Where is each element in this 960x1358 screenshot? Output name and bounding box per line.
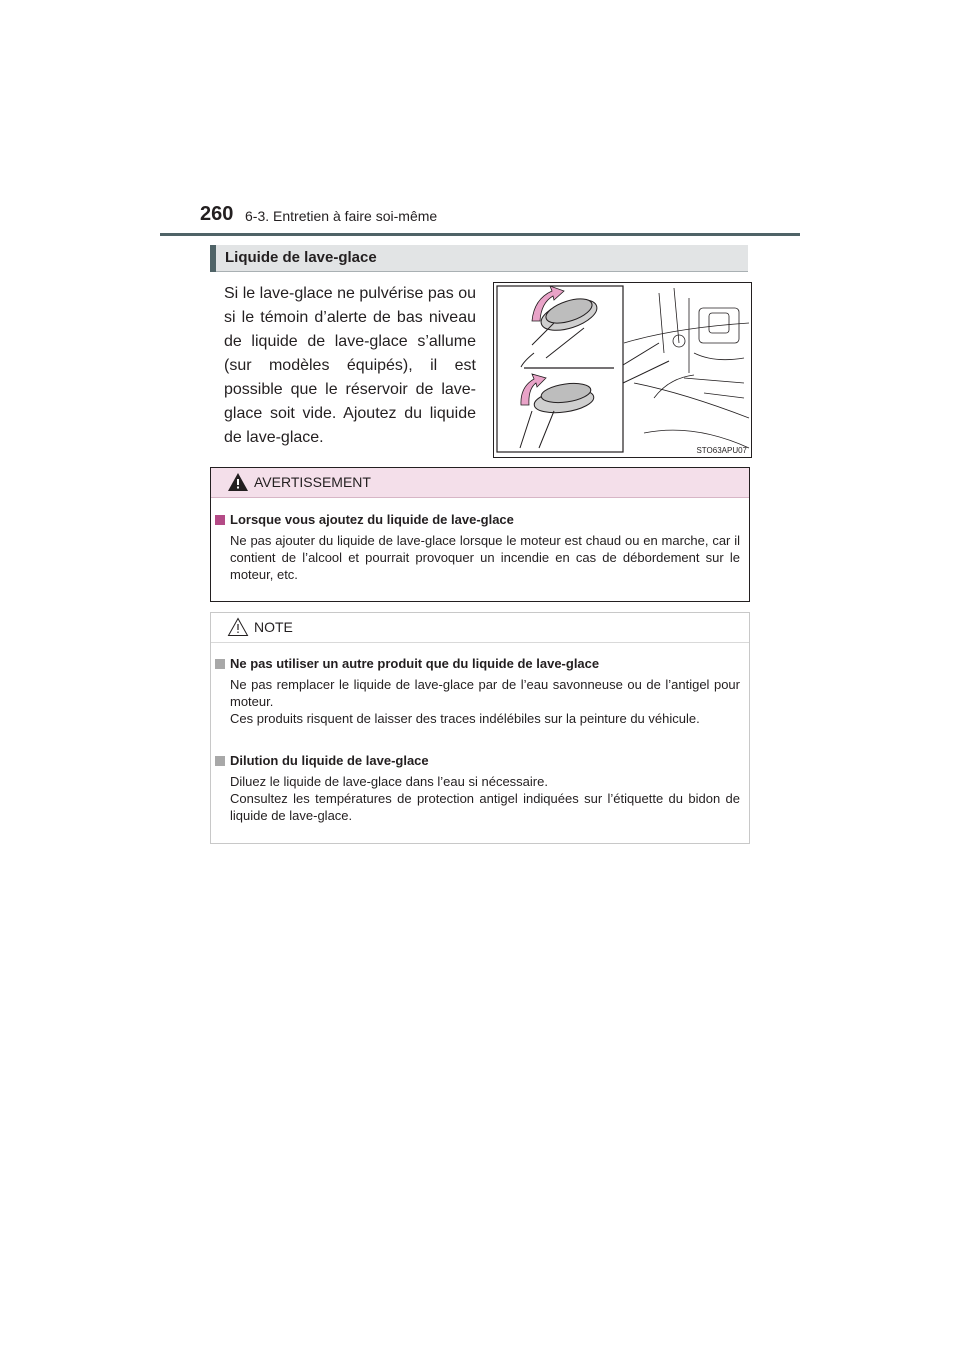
illustration [493,282,752,458]
note-item-body-2: Consultez les températures de protection antigel indiquées sur l’étiquette du bidon de liquide de lave-glace. [230,791,740,823]
section-header [210,245,748,272]
bullet-square-icon [215,659,225,669]
note-header [211,613,749,643]
washer-reservoir-illustration [494,283,751,457]
bullet-square-icon [215,756,225,766]
header-rule [160,233,800,236]
warning-header [211,468,749,498]
warning-label: AVERTISSEMENT [254,474,371,490]
warning-item-title [215,512,514,527]
note-item-title-text: Dilution du liquide de lave-glace [230,753,429,768]
warning-item-title-text: Lorsque vous ajoutez du liquide de lave-glace [230,512,514,527]
caution-triangle-outline-icon [227,617,249,637]
warning-item-body: Ne pas ajouter du liquide de lave-glace lorsque le moteur est chaud ou en marche, car il contient de l’alcool et pourrait provoquer un incendie en cas de débordement sur le moteur, etc. [230,533,740,582]
note-label: NOTE [254,619,293,635]
note-item-body-2: Ces produits risquent de laisser des traces indélébiles sur la peinture du véhicule. [230,711,700,726]
section-title: Liquide de lave-glace [225,249,377,266]
note-item-body: Ne pas remplacer le liquide de lave-glace par de l’eau savonneuse ou de l’antigel pour moteur. [230,677,740,709]
note-item-title-text: Ne pas utiliser un autre produit que du liquide de lave-glace [230,656,600,671]
section-header-bar [210,245,216,272]
warning-box [210,467,750,602]
note-item-title [215,656,599,671]
note-item-title [215,753,429,768]
note-box [210,612,750,844]
illustration-code: STO63APU07 [696,446,747,455]
chapter-title: 6-3. Entretien à faire soi-même [245,208,438,224]
warning-triangle-icon [227,472,249,492]
bullet-square-icon [215,515,225,525]
note-item-body: Diluez le liquide de lave-glace dans l’eau si nécessaire. [230,774,548,789]
intro-text: Si le lave-glace ne pulvérise pas ou si le témoin d’alerte de bas niveau de liquide de lave-glace s’allume (sur modèles équipés), il est possible que le réservoir de lave-glace soit vide. Ajoutez du liquide de lave-glace. [224,285,476,446]
page-number: 260 [200,203,234,225]
